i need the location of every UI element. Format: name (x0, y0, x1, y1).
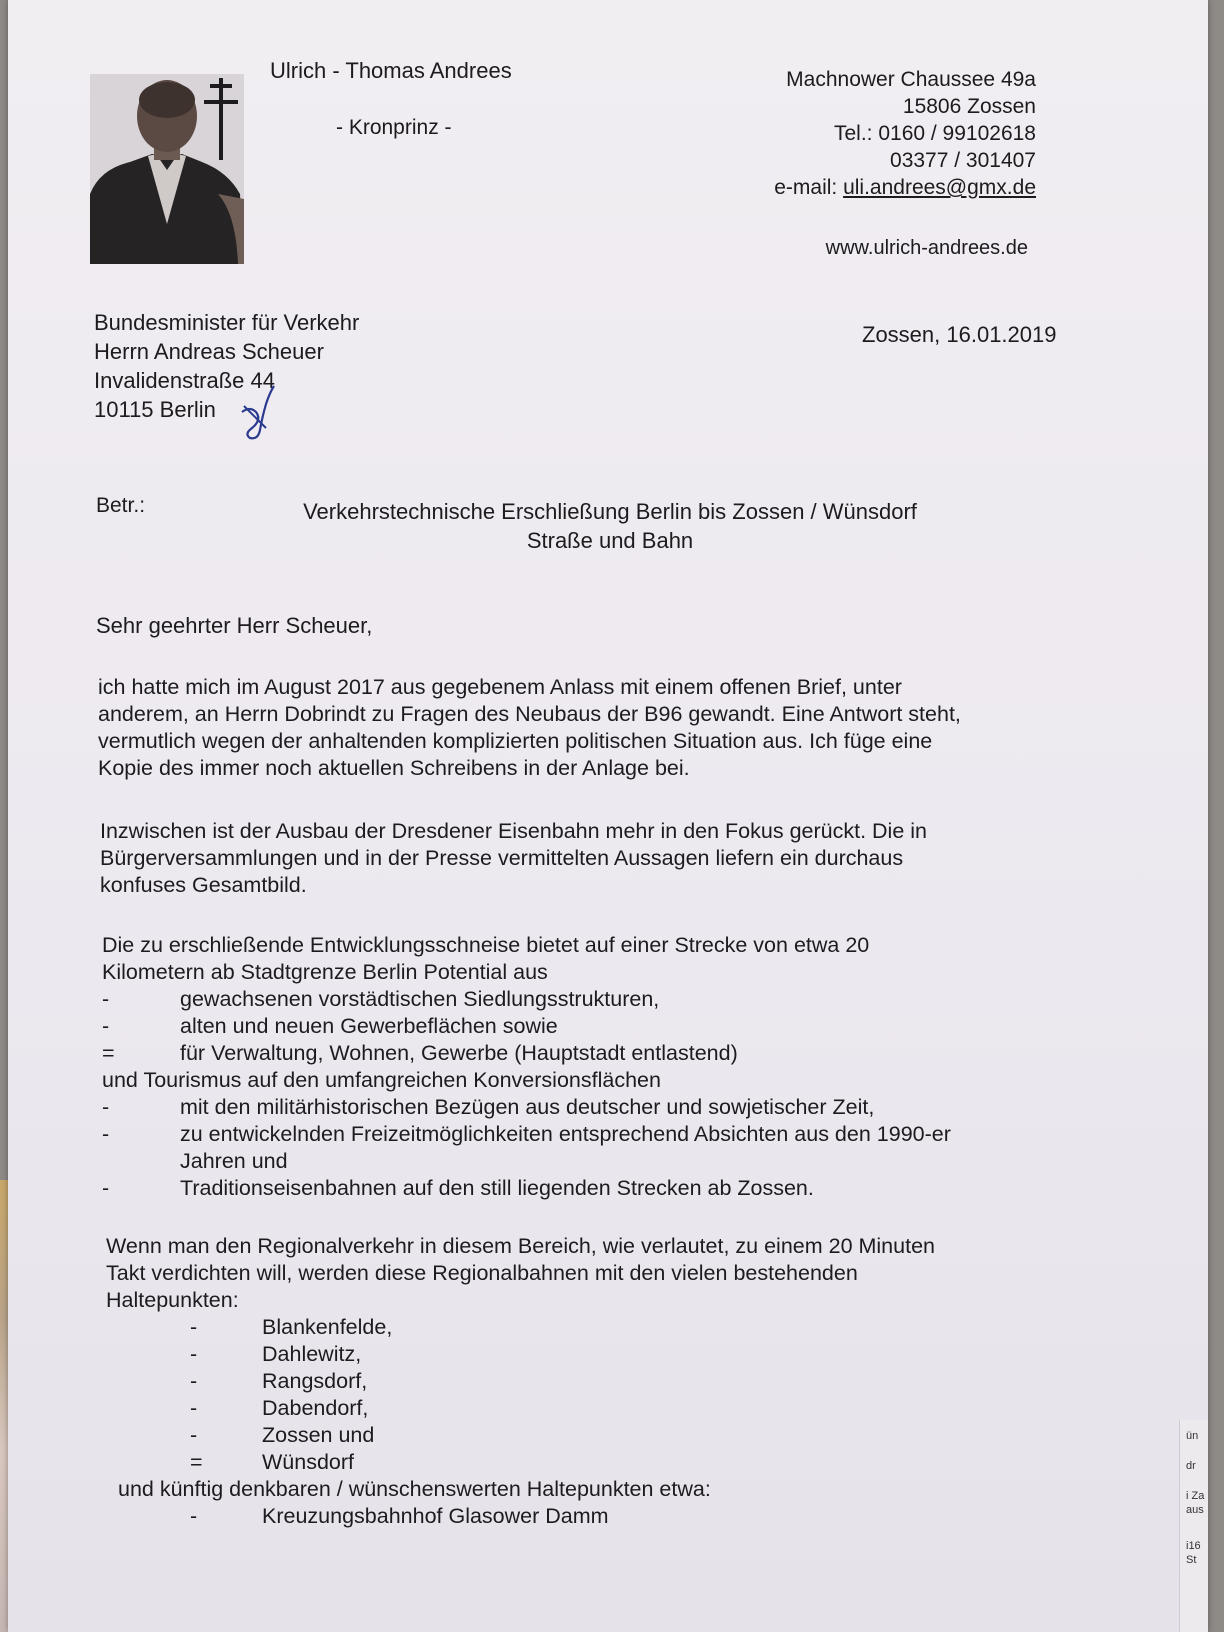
list-dash: - (190, 1369, 198, 1393)
paragraph-line: Haltepunkten: (106, 1288, 239, 1312)
phone: Tel.: 0160 / 99102618 (833, 122, 1036, 145)
paragraph-line: ich hatte mich im August 2017 aus gegebenem Anlass mit einem offenen Brief, unter (98, 675, 902, 699)
list-item (102, 1148, 869, 1175)
sender-name: Ulrich - Thomas Andrees (270, 58, 512, 83)
list-dash: - (102, 1122, 110, 1146)
station-name: Zossen und (262, 1423, 375, 1447)
salutation: Sehr geehrter Herr Scheuer, (96, 613, 373, 638)
list-item (102, 1040, 869, 1067)
list-text: für Verwaltung, Wohnen, Gewerbe (Hauptstadt entlastend) (180, 1041, 738, 1065)
list-text: zu entwickelnden Freizeitmöglichkeiten entsprechend Absichten aus den 1990-er (180, 1122, 951, 1146)
station-item (106, 1395, 935, 1422)
list-text: gewachsenen vorstädtischen Siedlungsstrukturen, (180, 987, 660, 1011)
subject-text (250, 497, 970, 555)
subject-line: Verkehrstechnische Erschließung Berlin bis Zossen / Wünsdorf (303, 499, 917, 524)
sender-contact (774, 66, 1036, 201)
address-city: 15806 Zossen (902, 95, 1036, 118)
station-item (106, 1341, 935, 1368)
list-dash: - (102, 1095, 110, 1119)
paragraph-2 (100, 818, 927, 899)
subject-line: Straße und Bahn (526, 528, 694, 553)
list-item (102, 1121, 951, 1148)
station-name: Rangsdorf, (262, 1369, 368, 1393)
paragraph-line: und Tourismus auf den umfangreichen Konversionsflächen (102, 1068, 661, 1092)
station-item (106, 1449, 935, 1476)
station-item (106, 1314, 935, 1341)
station-name: Dabendorf, (262, 1396, 369, 1420)
paragraph-line: und künftig denkbaren / wünschenswerten Haltepunkten etwa: (118, 1477, 711, 1501)
email-line (774, 174, 1036, 201)
paragraph-line: Kilometern ab Stadtgrenze Berlin Potential aus (102, 960, 548, 984)
phone-2: 03377 / 301407 (890, 149, 1036, 172)
list-dash: - (102, 987, 110, 1011)
station-name: Dahlewitz, (262, 1342, 362, 1366)
list-item (102, 1013, 869, 1040)
subject-label: Betr.: (96, 494, 146, 517)
list-dash: - (190, 1315, 198, 1339)
edge-fragment: ün (1186, 1430, 1199, 1442)
paragraph-4 (106, 1233, 935, 1530)
station-item (106, 1422, 935, 1449)
paragraph-3 (102, 932, 951, 1202)
station-item (106, 1368, 935, 1395)
paragraph-line: Inzwischen ist der Ausbau der Dresdener Eisenbahn mehr in den Fokus gerückt. Die in (100, 819, 927, 843)
list-text: alten und neuen Gewerbeflächen sowie (180, 1014, 558, 1038)
station-name: Blankenfelde, (262, 1315, 393, 1339)
paragraph-line: Kopie des immer noch aktuellen Schreibens in der Anlage bei. (98, 756, 690, 780)
paragraph-line: vermutlich wegen der anhaltenden komplizierten politischen Situation aus. Ich füge eine (98, 729, 933, 753)
edge-fragment: dr (1186, 1460, 1196, 1472)
list-text: mit den militärhistorischen Bezügen aus deutscher und sowjetischer Zeit, (180, 1095, 875, 1119)
paragraph-line: Bürgerversammlungen und in der Presse vermittelten Aussagen liefern ein durchaus (100, 846, 904, 870)
underlying-page-edge (1179, 1420, 1208, 1632)
letter-date: Zossen, 16.01.2019 (862, 322, 1057, 347)
address-street: Machnower Chaussee 49a (786, 68, 1036, 91)
list-dash: - (190, 1504, 198, 1528)
recipient-address (94, 308, 359, 424)
edge-fragment: aus (1186, 1504, 1204, 1516)
list-item (102, 1175, 869, 1202)
list-text: Traditionseisenbahnen auf den still liegenden Strecken ab Zossen. (180, 1176, 814, 1200)
edge-fragment: St (1186, 1554, 1197, 1566)
paragraph-1 (98, 674, 961, 782)
email-label: e-mail: (774, 176, 844, 199)
list-dash: - (190, 1342, 198, 1366)
station-name: Kreuzungsbahnhof Glasower Damm (262, 1504, 609, 1528)
edge-fragment: i16 (1186, 1540, 1201, 1552)
paragraph-line: konfuses Gesamtbild. (100, 873, 307, 897)
sender-title: - Kronprinz - (336, 116, 452, 139)
cross-icon (204, 78, 238, 160)
email-link[interactable]: uli.andrees@gmx.de (843, 176, 1036, 199)
list-dash: = (190, 1450, 203, 1474)
website-link[interactable]: www.ulrich-andrees.de (825, 237, 1028, 259)
list-dash: - (102, 1014, 110, 1038)
edge-fragment: i Za (1186, 1490, 1205, 1502)
station-name: Wünsdorf (262, 1450, 355, 1474)
handwritten-correction (236, 382, 276, 440)
list-text: Jahren und (180, 1149, 288, 1173)
paragraph-line: Die zu erschließende Entwicklungsschneise bietet auf einer Strecke von etwa 20 (102, 933, 870, 957)
recipient-line: Herrn Andreas Scheuer (94, 339, 324, 364)
list-dash: - (190, 1396, 198, 1420)
letter-page (8, 0, 1208, 1632)
list-item (102, 1094, 875, 1121)
list-dash: = (102, 1041, 115, 1065)
recipient-line: Bundesminister für Verkehr (94, 310, 360, 335)
list-dash: - (190, 1423, 198, 1447)
recipient-line: Invalidenstraße 44 (94, 368, 275, 393)
station-item (106, 1503, 935, 1530)
list-item (102, 986, 869, 1013)
list-dash: - (102, 1176, 110, 1200)
paragraph-line: Takt verdichten will, werden diese Regionalbahnen mit den vielen bestehenden (106, 1261, 858, 1285)
recipient-line: 10115 Berlin (94, 397, 216, 422)
paragraph-line: Wenn man den Regionalverkehr in diesem Bereich, wie verlautet, zu einem 20 Minuten (106, 1234, 935, 1258)
paragraph-line: anderem, an Herrn Dobrindt zu Fragen des Neubaus der B96 gewandt. Eine Antwort steht, (98, 702, 961, 726)
